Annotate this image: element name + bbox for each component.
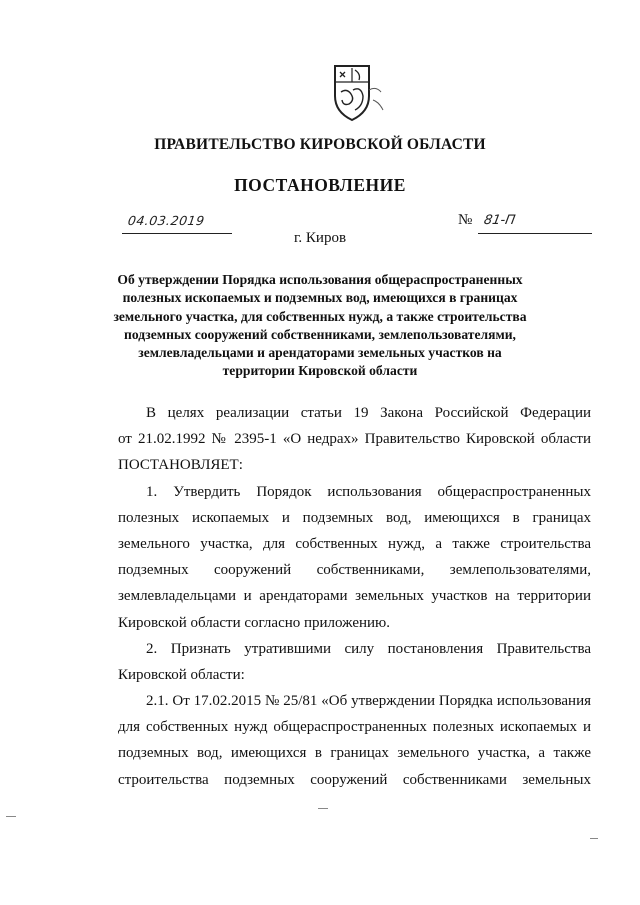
body-line: 1. Утвердить Порядок использования общераспространенных	[146, 483, 591, 500]
scan-mark	[318, 808, 328, 809]
document-type: ПОСТАНОВЛЕНИЕ	[234, 175, 406, 195]
body-line: земельного участка, для собственных нужд, а также строительства	[118, 535, 591, 552]
city: г. Киров	[293, 230, 347, 246]
body-line: подземных сооружений собственниками, землепользователями,	[118, 562, 591, 579]
body-line: землевладельцами и арендаторами земельных участков на территории	[118, 588, 591, 605]
number-sign: №	[458, 212, 473, 228]
coat-of-arms-emblem	[329, 62, 385, 124]
body-line: строительства подземных сооружений собственниками земельных	[118, 771, 591, 788]
heading-line: полезных ископаемых и подземных вод, имеющихся в границах	[122, 290, 518, 306]
date-value: 04.03.2019	[126, 213, 206, 228]
heading-line: Об утверждении Порядка использования общераспространенных	[117, 272, 523, 287]
body-line: от 21.02.1992 № 2395-1 «О недрах» Правительство Кировской области	[118, 431, 591, 448]
body-line: Кировской области:	[118, 666, 245, 683]
body-line: для собственных нужд общераспространенных полезных ископаемых и	[118, 719, 591, 736]
body-line: В целях реализации статьи 19 Закона Российской Федерации	[146, 405, 591, 421]
heading-line: землевладельцами и арендаторами земельных участков на	[138, 345, 502, 361]
body-line: 2.1. От 17.02.2015 № 25/81 «Об утверждении Порядка использования	[146, 693, 591, 710]
government-title: ПРАВИТЕЛЬСТВО КИРОВСКОЙ ОБЛАСТИ	[154, 136, 486, 153]
document-body	[118, 400, 591, 793]
body-line: подземных вод, имеющихся в границах земельного участка, а также	[118, 745, 591, 762]
body-line: 2. Признать утратившими силу постановления Правительства	[146, 640, 591, 657]
heading-line: подземных сооружений собственниками, землепользователями,	[124, 326, 516, 342]
body-line: полезных ископаемых и подземных вод, имеющихся в границах	[118, 509, 591, 526]
number-value: 81-П	[482, 213, 517, 228]
scan-mark	[6, 816, 16, 817]
scan-mark	[590, 838, 598, 839]
heading-line: земельного участка, для собственных нужд, а также строительства	[113, 308, 527, 324]
document-heading	[110, 271, 530, 381]
heading-line: территории Кировской области	[222, 363, 418, 379]
body-line: Кировской области согласно приложению.	[118, 614, 391, 631]
body-line: ПОСТАНОВЛЯЕТ:	[118, 457, 243, 474]
